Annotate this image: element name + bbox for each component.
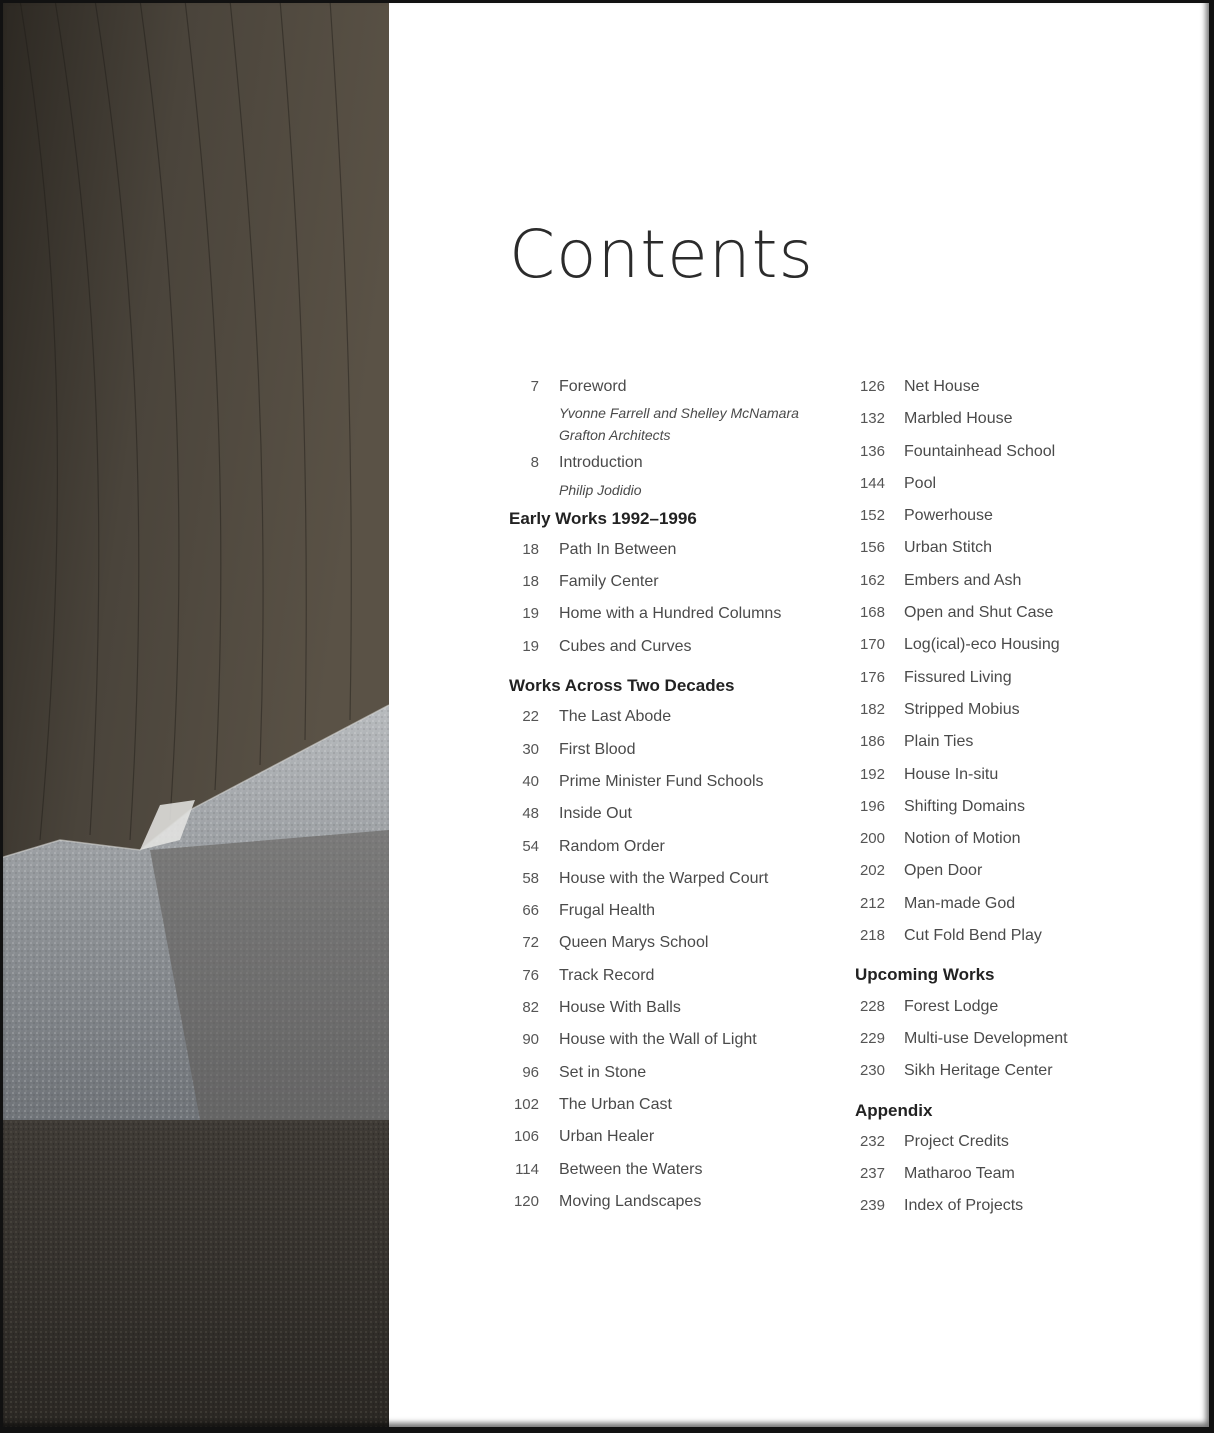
page-number: 48 xyxy=(522,805,539,823)
page-number: 114 xyxy=(515,1160,539,1178)
section-heading: Upcoming Works xyxy=(855,965,995,985)
contents-left-column xyxy=(509,378,829,1225)
toc-entry[interactable] xyxy=(855,1197,1175,1229)
continued-entries xyxy=(855,378,1175,959)
entry-title: Matharoo Team xyxy=(904,1165,1015,1183)
entry-title: Stripped Mobius xyxy=(904,700,1020,718)
page-title: Contents xyxy=(509,216,814,293)
entry-title: Powerhouse xyxy=(904,507,993,525)
toc-entry[interactable] xyxy=(509,541,829,573)
page-number: 22 xyxy=(522,708,539,726)
entry-title: Frugal Health xyxy=(559,902,656,920)
entry-title: Net House xyxy=(904,378,980,395)
page-number: 202 xyxy=(859,862,885,880)
page-number: 144 xyxy=(859,474,885,492)
toc-entry[interactable] xyxy=(509,708,829,740)
page-number: 176 xyxy=(859,668,885,686)
entry-title: Pool xyxy=(904,474,937,492)
page-number: 90 xyxy=(522,1031,539,1049)
page-number: 126 xyxy=(859,378,885,395)
page-number: 120 xyxy=(513,1192,539,1210)
byline-line: Grafton Architects xyxy=(559,427,671,444)
page-number: 102 xyxy=(513,1095,539,1113)
page-number: 7 xyxy=(530,378,539,395)
toc-entry[interactable] xyxy=(855,895,1175,927)
page-number: 66 xyxy=(522,902,539,920)
page-number: 156 xyxy=(859,539,885,557)
toc-entry[interactable] xyxy=(855,927,1175,959)
toc-entry[interactable] xyxy=(855,798,1175,830)
toc-entry[interactable] xyxy=(855,572,1175,604)
page-number: 132 xyxy=(859,410,885,428)
entry-title: Queen Marys School xyxy=(559,934,709,952)
toc-entry[interactable] xyxy=(855,410,1175,442)
page-number: 106 xyxy=(513,1128,539,1146)
toc-entry[interactable] xyxy=(855,378,1175,410)
byline-line: Yvonne Farrell and Shelley McNamara xyxy=(559,405,799,422)
entry-title: Index of Projects xyxy=(904,1197,1024,1215)
toc-entry[interactable] xyxy=(855,701,1175,733)
entry-title: Cut Fold Bend Play xyxy=(904,927,1042,945)
page-number: 19 xyxy=(522,637,539,655)
page-number: 182 xyxy=(859,700,885,718)
entry-title: Urban Stitch xyxy=(904,539,993,557)
entry-title: Project Credits xyxy=(904,1132,1009,1150)
page-number: 170 xyxy=(859,636,885,654)
entry-title: Log(ical)-eco Housing xyxy=(904,636,1060,654)
toc-entry[interactable] xyxy=(509,838,829,870)
section-entries xyxy=(855,1133,1175,1230)
page-number: 82 xyxy=(522,999,539,1017)
page-number: 8 xyxy=(530,454,539,472)
page-number: 40 xyxy=(522,772,539,790)
entry-title: Sikh Heritage Center xyxy=(904,1062,1053,1080)
page-number: 229 xyxy=(859,1029,885,1047)
toc-entry[interactable] xyxy=(509,934,829,966)
byline-line: Philip Jodidio xyxy=(559,481,642,498)
page-number: 186 xyxy=(859,733,885,751)
entry-title: Open Door xyxy=(904,862,983,880)
entry-title: Urban Healer xyxy=(559,1128,655,1146)
entry-title: Random Order xyxy=(559,837,665,855)
toc-entry[interactable] xyxy=(855,636,1175,668)
entry-title: Marbled House xyxy=(904,410,1013,428)
toc-entry[interactable] xyxy=(855,669,1175,701)
toc-entry[interactable] xyxy=(855,1062,1175,1094)
page-number: 196 xyxy=(859,797,885,815)
entry-title: Cubes and Curves xyxy=(559,637,692,655)
page-number: 192 xyxy=(859,765,885,783)
entry-title: The Urban Cast xyxy=(559,1095,672,1113)
toc-entry[interactable] xyxy=(855,830,1175,862)
toc-entry[interactable] xyxy=(509,741,829,773)
toc-entry[interactable] xyxy=(855,998,1175,1030)
toc-entry[interactable] xyxy=(509,638,829,670)
toc-entry[interactable] xyxy=(509,902,829,934)
toc-entry[interactable] xyxy=(855,862,1175,894)
entry-title: Open and Shut Case xyxy=(904,604,1054,622)
toc-entry[interactable] xyxy=(509,1193,829,1225)
toc-entry[interactable] xyxy=(509,805,829,837)
entry-title: House with the Wall of Light xyxy=(559,1031,757,1049)
toc-entry[interactable] xyxy=(855,1030,1175,1062)
entry-title: Man-made God xyxy=(904,894,1016,912)
entry-title: Shifting Domains xyxy=(904,797,1025,815)
introduction-byline xyxy=(509,479,829,501)
entry-title: Plain Ties xyxy=(904,733,974,751)
entry-title: Fissured Living xyxy=(904,668,1012,686)
entry-title: Inside Out xyxy=(559,805,632,823)
toc-entry[interactable] xyxy=(855,604,1175,636)
entry-title: Between the Waters xyxy=(559,1160,703,1178)
section-heading: Early Works 1992–1996 xyxy=(509,508,697,528)
entry-title: Multi-use Development xyxy=(904,1029,1068,1047)
page-number: 30 xyxy=(522,740,539,758)
toc-entry[interactable] xyxy=(855,443,1175,475)
entry-title: Home with a Hundred Columns xyxy=(559,605,782,623)
foreword-byline xyxy=(509,402,829,446)
section-entries xyxy=(509,541,829,670)
section-entries xyxy=(855,998,1175,1095)
toc-entry[interactable] xyxy=(509,967,829,999)
entry-title: Family Center xyxy=(559,573,659,591)
entry-title: Embers and Ash xyxy=(904,571,1022,589)
toc-entry[interactable] xyxy=(855,475,1175,507)
page-number: 18 xyxy=(522,540,539,558)
toc-entry[interactable] xyxy=(509,1161,829,1193)
entry-title: House With Balls xyxy=(559,999,681,1017)
page-number: 152 xyxy=(859,507,885,525)
page-number: 76 xyxy=(522,966,539,984)
page-number: 19 xyxy=(522,605,539,623)
page-number: 200 xyxy=(859,830,885,848)
entry-title: Track Record xyxy=(559,966,655,984)
toc-entry[interactable] xyxy=(509,870,829,902)
toc-entry[interactable] xyxy=(855,733,1175,765)
page-number: 136 xyxy=(859,442,885,460)
page-number: 239 xyxy=(859,1197,885,1215)
page-number: 232 xyxy=(859,1132,885,1150)
page-number: 228 xyxy=(859,997,885,1015)
toc-entry[interactable] xyxy=(509,573,829,605)
page-number: 237 xyxy=(859,1165,885,1183)
toc-entry[interactable] xyxy=(509,1096,829,1128)
page-number: 18 xyxy=(522,573,539,591)
toc-entry[interactable] xyxy=(855,1133,1175,1165)
entry-title: Path In Between xyxy=(559,540,677,558)
toc-entry[interactable] xyxy=(855,1165,1175,1197)
toc-entry[interactable] xyxy=(855,539,1175,571)
page-number: 162 xyxy=(859,571,885,589)
architecture-photo xyxy=(0,0,389,1433)
entry-title: Foreword xyxy=(559,378,627,395)
entry-title: Notion of Motion xyxy=(904,830,1021,848)
toc-entry[interactable] xyxy=(509,773,829,805)
page-number: 218 xyxy=(859,927,885,945)
toc-entry[interactable] xyxy=(509,1031,829,1063)
entry-title: Moving Landscapes xyxy=(559,1192,702,1210)
entry-title: Fountainhead School xyxy=(904,442,1056,460)
toc-entry[interactable] xyxy=(509,999,829,1031)
page-number: 96 xyxy=(522,1063,539,1081)
section-entries xyxy=(509,708,829,1225)
toc-entry[interactable] xyxy=(509,1128,829,1160)
entry-title: House In-situ xyxy=(904,765,999,783)
contents-right-column xyxy=(855,378,1175,1230)
entry-title: House with the Warped Court xyxy=(559,869,769,887)
section-heading: Appendix xyxy=(855,1100,933,1120)
toc-entry[interactable] xyxy=(509,605,829,637)
entry-title: Set in Stone xyxy=(559,1063,647,1081)
page-number: 54 xyxy=(522,837,539,855)
entry-title: Forest Lodge xyxy=(904,997,999,1015)
page-number: 72 xyxy=(522,934,539,952)
toc-entry[interactable] xyxy=(509,1064,829,1096)
entry-title: Introduction xyxy=(559,454,643,472)
toc-entry[interactable] xyxy=(855,766,1175,798)
section-heading: Works Across Two Decades xyxy=(509,676,735,696)
page-number: 58 xyxy=(522,869,539,887)
toc-entry[interactable] xyxy=(855,507,1175,539)
entry-title: The Last Abode xyxy=(559,708,672,726)
entry-title: Prime Minister Fund Schools xyxy=(559,772,764,790)
page-number: 168 xyxy=(859,604,885,622)
page-number: 212 xyxy=(859,894,885,912)
page-number: 230 xyxy=(859,1062,885,1080)
entry-title: First Blood xyxy=(559,740,636,758)
